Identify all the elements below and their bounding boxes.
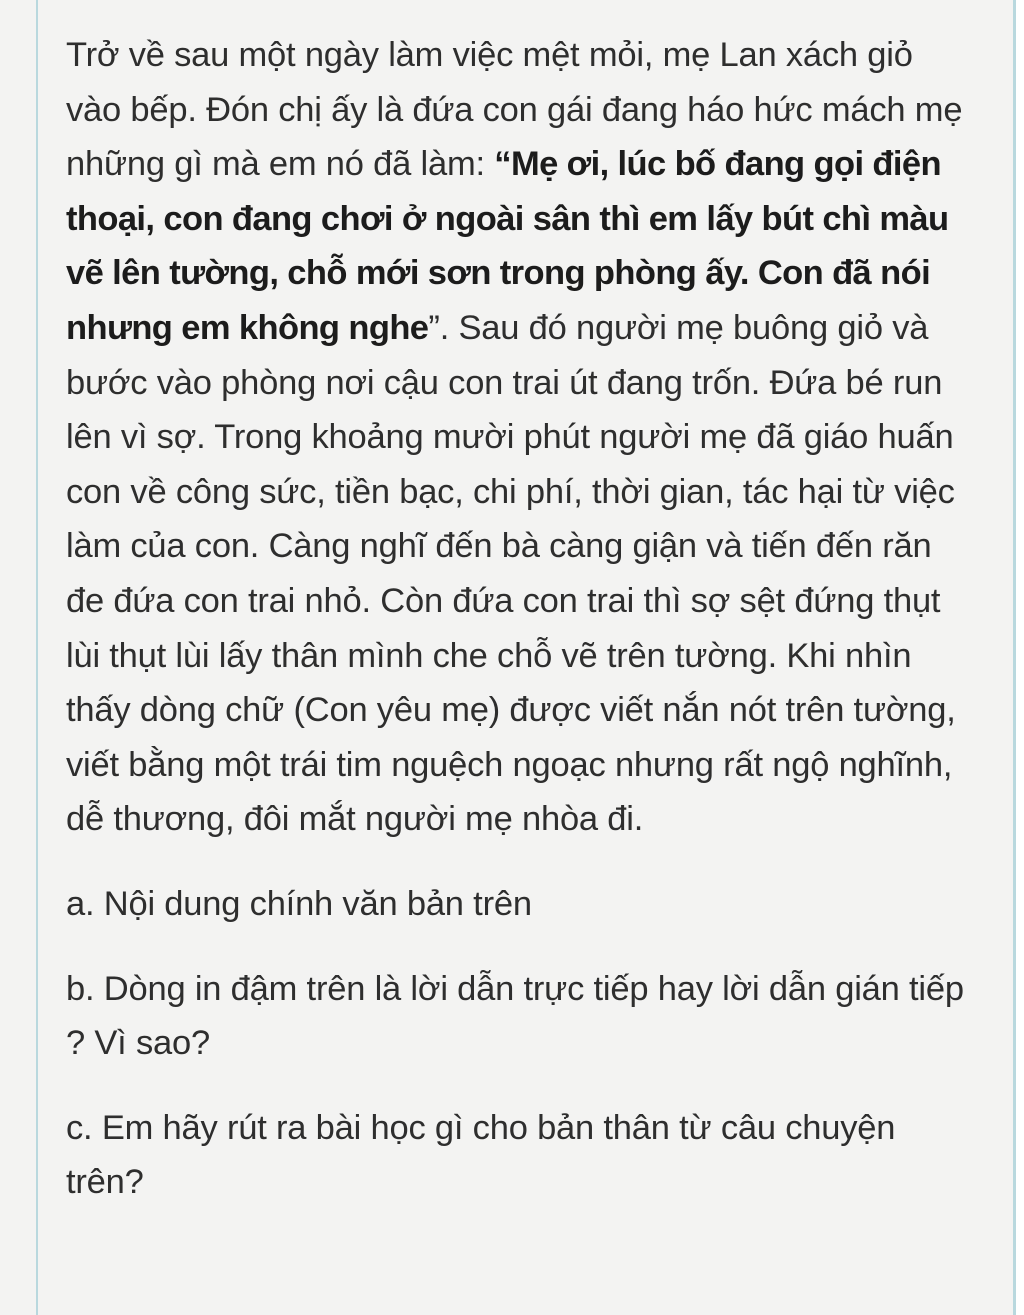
story-paragraph xyxy=(66,28,966,847)
question-b: b. Dòng in đậm trên là lời dẫn trực tiếp hay lời dẫn gián tiếp ? Vì sao? xyxy=(66,969,964,1063)
close-quote-mark: ” xyxy=(428,308,440,347)
left-border-line xyxy=(36,0,38,1315)
document-content xyxy=(66,28,966,1240)
passage-continuation-text: . Sau đó người mẹ buông giỏ và bước vào phòng nơi cậu con trai út đang trốn. Đứa bé run lên vì sợ. Trong khoảng mười phút người mẹ đã giáo huấn con về công sức, tiền bạc, chi phí, thời gian, tác hại từ việc làm của con. Càng nghĩ đến bà càng giận và tiến đến răn đe đứa con trai nhỏ. Còn đứa con trai thì sợ sệt đứng thụt lùi thụt lùi lấy thân mình che chỗ vẽ trên tường. Khi nhìn thấy dòng chữ (Con yêu mẹ) được viết nắn nót trên tường, viết bằng một trái tim nguệch ngoạc nhưng rất ngộ nghĩnh, dễ thương, đôi mắt người mẹ nhòa đi. xyxy=(66,308,956,839)
right-margin xyxy=(1016,0,1024,1315)
open-quote-mark: “ xyxy=(494,145,511,184)
question-a: a. Nội dung chính văn bản trên xyxy=(66,884,532,923)
question-c: c. Em hãy rút ra bài học gì cho bản thân từ câu chuyện trên? xyxy=(66,1108,896,1202)
passage-intro-text: Trở về sau một ngày làm việc mệt mỏi, mẹ Lan xách giỏ vào bếp. Đón chị ấy là đứa con gái đang háo hức mách mẹ những gì mà em nó đã làm: xyxy=(66,36,963,184)
bold-quoted-speech: Mẹ ơi, lúc bố đang gọi điện thoại, con đang chơi ở ngoài sân thì em lấy bút chì màu vẽ lên tường, chỗ mới sơn trong phòng ấy. Con đã nói nhưng em không nghe xyxy=(66,145,949,347)
